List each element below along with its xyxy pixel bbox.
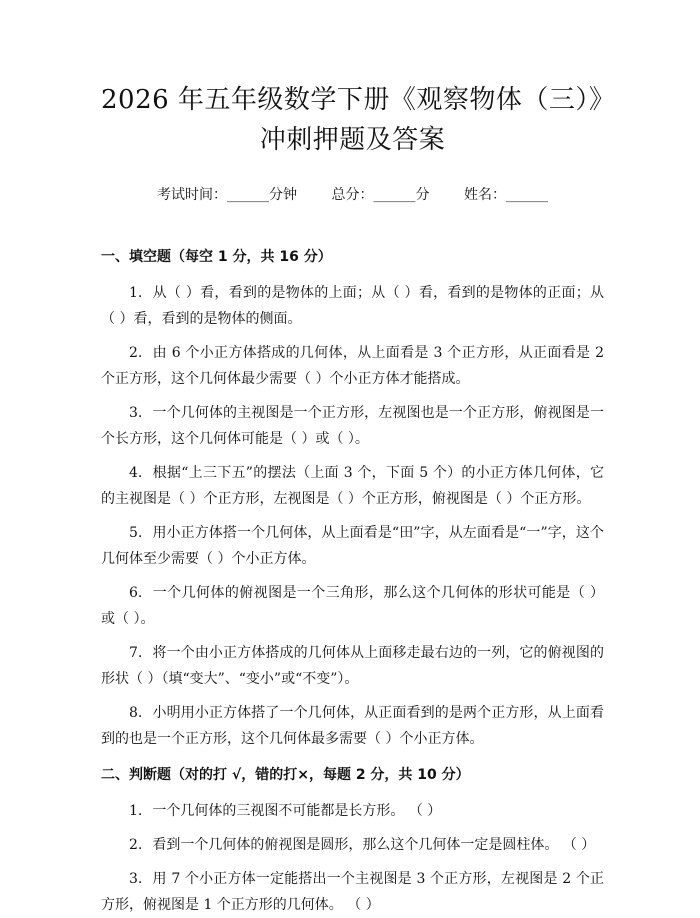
question-number: 3. [129,871,143,887]
question-text: 一个几何体的三视图不可能都是长方形。 （ ） [152,803,442,819]
exam-title-line1: 2026 年五年级数学下册《观察物体（三）》 [101,85,616,115]
question-number: 7. [129,645,143,661]
question-number: 2. [129,345,143,361]
question-text: 用 7 个小正方体一定能搭出一个主视图是 3 个正方形，左视图是 2 个正方形，俯视图是 1 个正方形的几何体。 （ ） [101,871,604,913]
section-heading: 一、填空题（每空 1 分，共 16 分） [101,249,332,265]
question-number: 2. [129,837,143,853]
question-text: 一个几何体的俯视图是一个三角形，那么这个几何体的形状可能是（ ）或（ ）。 [101,585,604,627]
question-text: 从（ ）看，看到的是物体的上面；从（ ）看，看到的是物体的正面；从（ ）看，看到的是物体的侧面。 [101,285,604,327]
exam-time: 考试时间：______分钟 [157,187,298,203]
question-number: 6. [129,585,143,601]
exam-meta [101,184,604,204]
question-item [101,832,604,858]
exam-title-line2: 冲刺押题及答案 [259,125,446,155]
question-text: 一个几何体的主视图是一个正方形，左视图也是一个正方形，俯视图是一个长方形，这个几何体可能是（ ）或（ ）。 [101,405,604,447]
question-item [101,460,604,512]
question-item [101,866,604,918]
question-text: 看到一个几何体的俯视图是圆形，那么这个几何体一定是圆柱体。 （ ） [152,837,596,853]
question-item [101,520,604,572]
question-item [101,798,604,824]
question-item [101,640,604,692]
question-text: 由 6 个小正方体搭成的几何体，从上面看是 3 个正方形，从正面看是 2 个正方形，这个几何体最少需要（ ）个小正方体才能搭成。 [101,345,604,387]
section-heading: 二、判断题（对的打 √，错的打×，每题 2 分，共 10 分） [101,767,470,783]
question-number: 1. [129,285,143,301]
question-text: 将一个由小正方体搭成的几何体从上面移走最右边的一列，它的俯视图的形状（ ）（填“变大”、“变小”或“不变”）。 [101,645,604,687]
question-item [101,400,604,452]
question-item [101,280,604,332]
question-item [101,580,604,632]
exam-name: 姓名：______ [463,187,548,203]
question-number: 4. [129,465,143,481]
section-fill-blank [101,246,604,752]
question-item [101,700,604,752]
question-item [101,340,604,392]
question-text: 根据“上三下五”的摆法（上面 3 个，下面 5 个）的小正方体几何体，它的主视图是（ ）个正方形，左视图是（ ）个正方形，俯视图是（ ）个正方形。 [101,465,604,507]
question-number: 5. [129,525,143,541]
question-text: 小明用小正方体搭了一个几何体，从正面看到的是两个正方形，从上面看到的也是一个正方形，这个几何体最多需要（ ）个小正方体。 [101,705,604,747]
section-true-false [101,764,604,918]
question-number: 8. [129,705,143,721]
question-number: 3. [129,405,143,421]
question-text: 用小正方体搭一个几何体，从上面看是“田”字，从左面看是“一”字，这个几何体至少需要（ ）个小正方体。 [101,525,604,567]
question-number: 1. [129,803,143,819]
exam-score: 总分：______分 [331,187,430,203]
